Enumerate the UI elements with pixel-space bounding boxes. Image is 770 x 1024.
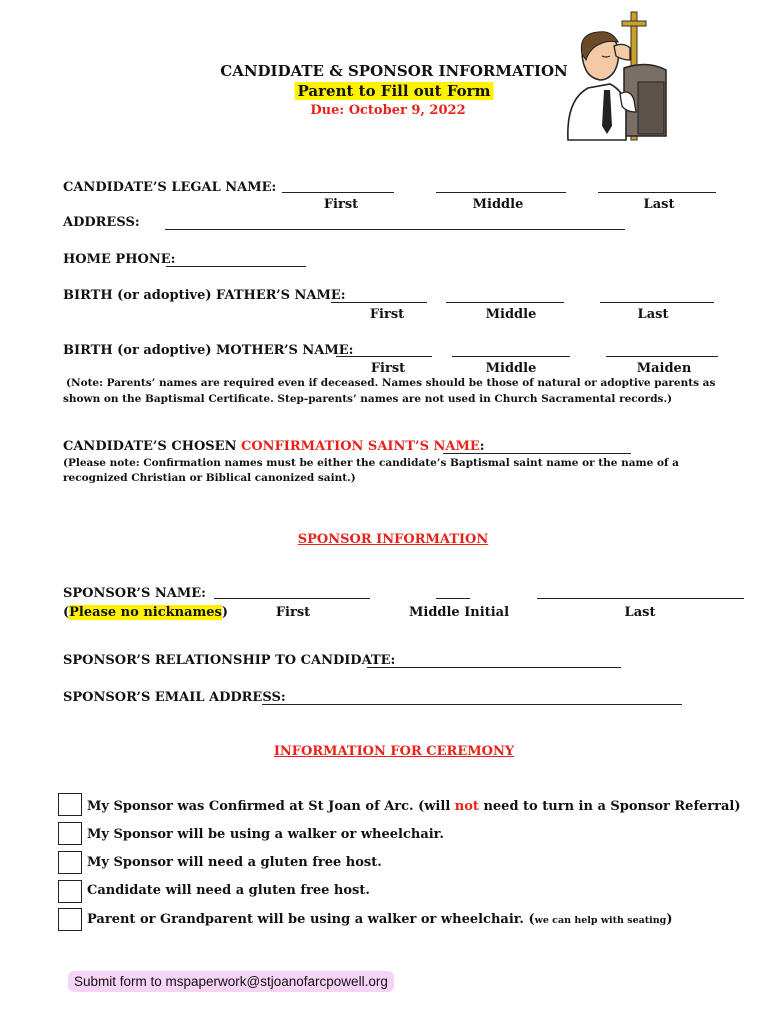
no-nicknames-note: (Please no nicknames) [63, 605, 229, 620]
sponsor-gluten-free-label: My Sponsor will need a gluten free host. [87, 855, 382, 870]
sponsor-section-title: SPONSOR INFORMATION [297, 532, 489, 547]
sponsor-name-label: SPONSOR’S NAME: [63, 586, 206, 601]
home-phone-field[interactable] [166, 266, 306, 267]
father-middle-name-field[interactable] [446, 302, 564, 303]
praying-man-with-cross-icon [560, 8, 680, 144]
parent-walker-checkbox[interactable] [58, 908, 82, 931]
mother-maiden-name-field[interactable] [606, 356, 718, 357]
father-first-caption: First [369, 307, 405, 322]
father-last-caption: Last [637, 307, 669, 322]
sponsor-relationship-field[interactable] [367, 667, 621, 668]
sponsor-middle-initial-field[interactable] [436, 598, 470, 599]
candidate-gluten-free-checkbox[interactable] [58, 880, 82, 903]
sponsor-email-label: SPONSOR’S EMAIL ADDRESS: [63, 690, 286, 705]
sponsor-email-field[interactable] [262, 704, 682, 705]
candidate-first-caption: First [323, 197, 359, 212]
mother-middle-caption: Middle [485, 361, 537, 376]
candidate-first-name-field[interactable] [282, 192, 394, 193]
mother-middle-name-field[interactable] [452, 356, 570, 357]
sponsor-confirmed-checkbox[interactable] [58, 793, 82, 816]
mother-maiden-caption: Maiden [636, 361, 692, 376]
candidate-legal-name-label: CANDIDATE’S LEGAL NAME: [63, 180, 277, 195]
saint-note-line1: (Please note: Confirmation names must be either the candidate’s Baptismal saint name or the name of a [63, 457, 679, 469]
sponsor-last-caption: Last [624, 605, 656, 620]
sponsor-first-name-field[interactable] [214, 598, 370, 599]
mother-first-name-field[interactable] [336, 356, 432, 357]
father-middle-caption: Middle [485, 307, 537, 322]
candidate-middle-name-field[interactable] [436, 192, 566, 193]
father-last-name-field[interactable] [600, 302, 714, 303]
sponsor-first-caption: First [275, 605, 311, 620]
form-title: CANDIDATE & SPONSOR INFORMATION [220, 62, 568, 80]
parents-note-line1: (Note: Parents’ names are required even if deceased. Names should be those of natural or adoptive parents as [66, 377, 716, 389]
due-date: Due: October 9, 2022 [310, 103, 466, 118]
confirmation-saint-label: CANDIDATE’S CHOSEN CONFIRMATION SAINT’S NAME: [63, 439, 485, 454]
mother-first-caption: First [370, 361, 406, 376]
candidate-gluten-free-label: Candidate will need a gluten free host. [87, 883, 370, 898]
sponsor-last-name-field[interactable] [537, 598, 744, 599]
address-label: ADDRESS: [63, 215, 140, 230]
father-name-label: BIRTH (or adoptive) FATHER’S NAME: [63, 288, 346, 303]
parents-note-line2: shown on the Baptismal Certificate. Step-parents’ names are not used in Church Sacramental records.) [63, 393, 673, 405]
candidate-last-name-field[interactable] [598, 192, 716, 193]
form-subtitle: Parent to Fill out Form [295, 82, 494, 100]
submit-instructions: Submit form to mspaperwork@stjoanofarcpowell.org [68, 971, 394, 992]
sponsor-relationship-label: SPONSOR’S RELATIONSHIP TO CANDIDATE: [63, 653, 396, 668]
sponsor-walker-label: My Sponsor will be using a walker or wheelchair. [87, 827, 444, 842]
sponsor-confirmed-label: My Sponsor was Confirmed at St Joan of Arc. (will not need to turn in a Sponsor Referral) [87, 799, 741, 814]
candidate-middle-caption: Middle [472, 197, 524, 212]
sponsor-gluten-free-checkbox[interactable] [58, 851, 82, 874]
parent-walker-label: Parent or Grandparent will be using a walker or wheelchair. (we can help with seating) [87, 912, 673, 927]
ceremony-section-title: INFORMATION FOR CEREMONY [273, 744, 515, 759]
saint-note-line2: recognized Christian or Biblical canonized saint.) [63, 472, 356, 484]
father-first-name-field[interactable] [331, 302, 427, 303]
address-field[interactable] [165, 229, 625, 230]
mother-name-label: BIRTH (or adoptive) MOTHER’S NAME: [63, 343, 354, 358]
candidate-last-caption: Last [643, 197, 675, 212]
confirmation-saint-field[interactable] [443, 453, 631, 454]
home-phone-label: HOME PHONE: [63, 252, 176, 267]
sponsor-walker-checkbox[interactable] [58, 822, 82, 845]
sponsor-middle-initial-caption: Middle Initial [408, 605, 510, 620]
